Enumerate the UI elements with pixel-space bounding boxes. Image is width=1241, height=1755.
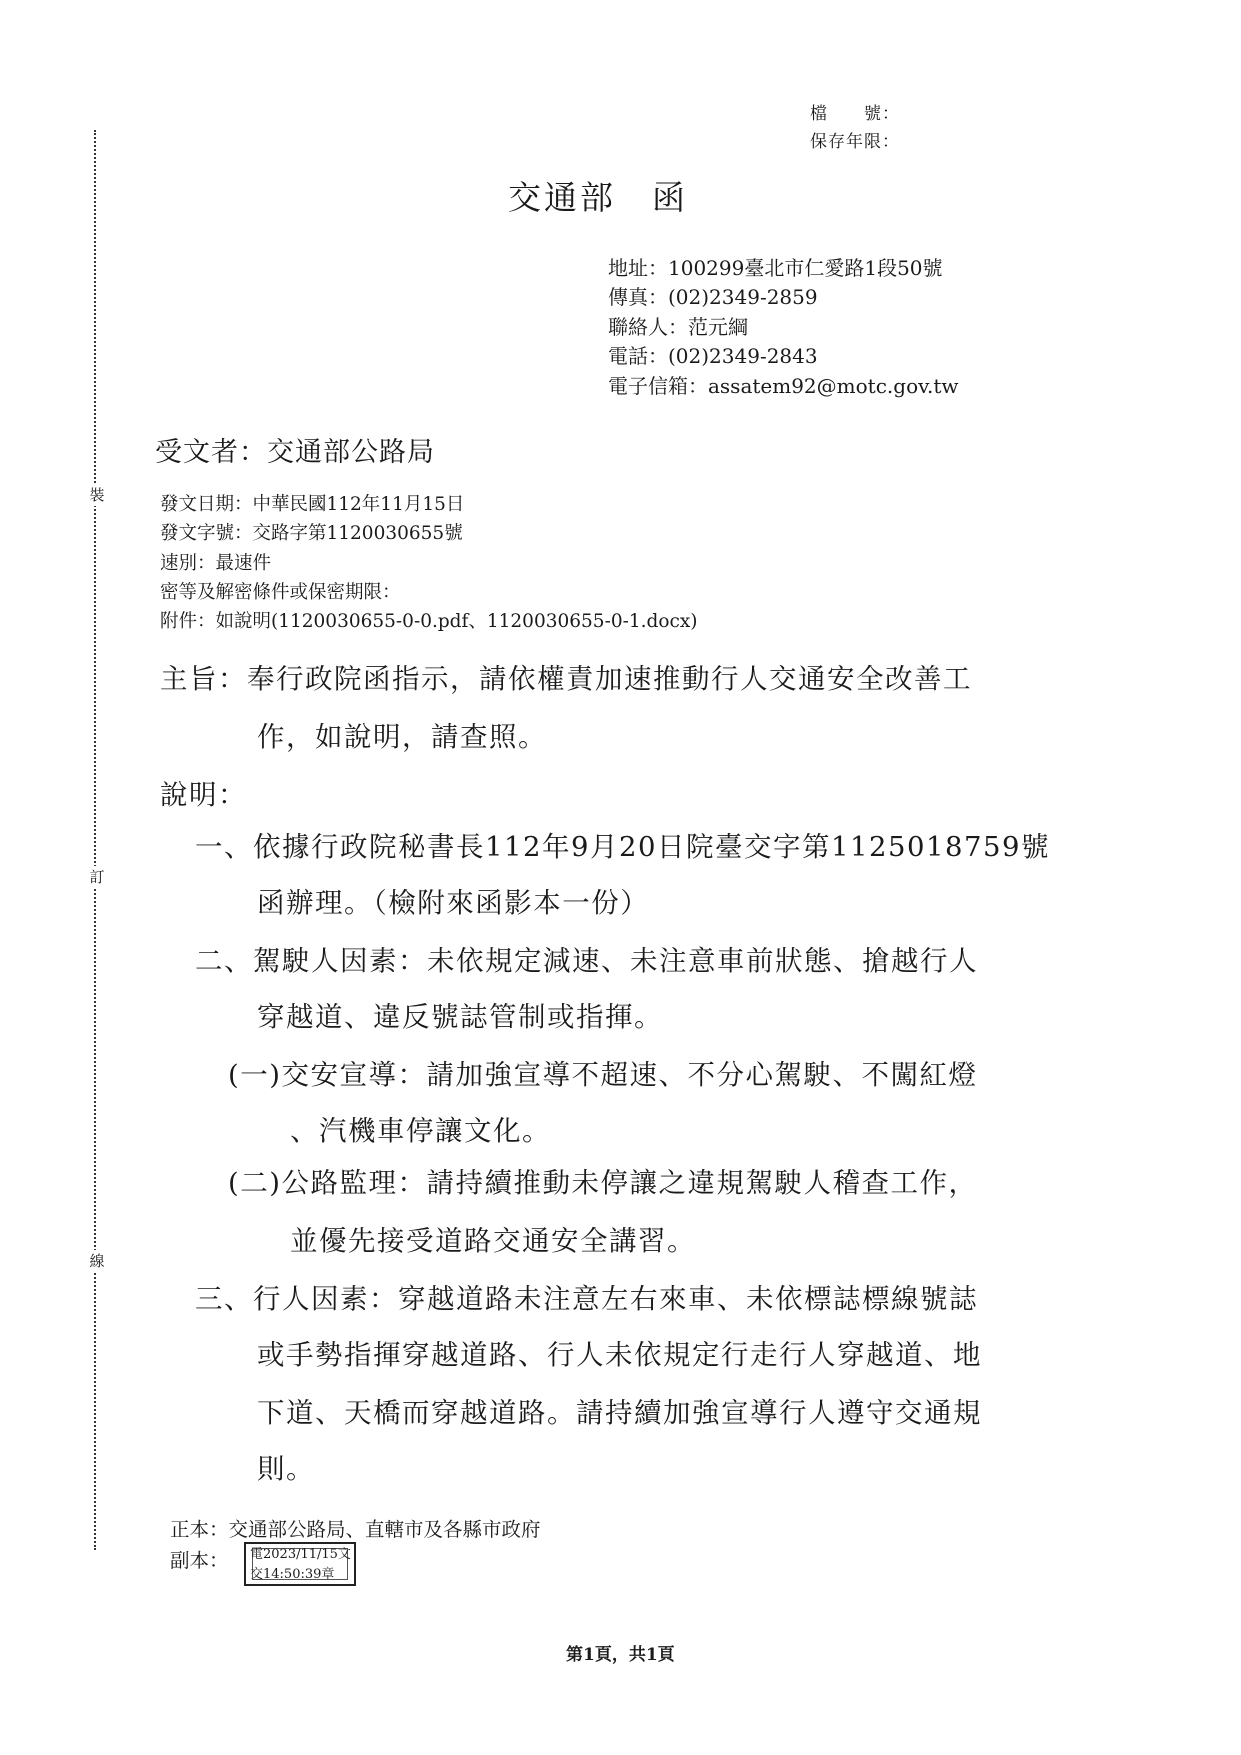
explanation-sub-1-line-1: (一)交安宣導：請加強宣導不超速、不分心駕駛、不闖紅燈 <box>228 1059 978 1091</box>
electronic-seal-stamp <box>244 1542 356 1586</box>
sender-fax: 傳真：(02)2349-2859 <box>608 285 818 309</box>
subject-line-2: 作，如說明，請查照。 <box>257 721 547 753</box>
explanation-sub-2-line-1: (二)公路監理：請持續推動未停讓之違規駕駛人稽查工作， <box>228 1167 978 1199</box>
issue-date: 發文日期：中華民國112年11月15日 <box>160 494 465 515</box>
binding-mark-zhuang: 裝 <box>86 484 108 506</box>
explanation-sub-1-line-2: 、汽機車停讓文化。 <box>290 1115 551 1147</box>
explanation-item-2-line-2: 穿越道、違反號誌管制或指揮。 <box>257 1001 663 1033</box>
explanation-item-1-line-2: 函辦理。（檢附來函影本一份） <box>257 887 650 919</box>
file-no-label: 檔 號： <box>810 104 900 124</box>
sender-address: 地址：100299臺北市仁愛路1段50號 <box>608 256 943 280</box>
explanation-sub-2-line-2: 並優先接受道路交通安全講習。 <box>290 1225 696 1257</box>
stamp-line-1: 電2023/11/15文 <box>250 1547 351 1562</box>
distribution-main: 正本：交通部公路局、直轄市及各縣市政府 <box>170 1518 541 1541</box>
explanation-item-3-line-1: 三、行人因素：穿越道路未注意左右來車、未依標誌標線號誌 <box>195 1283 978 1315</box>
sender-phone: 電話：(02)2349-2843 <box>608 344 818 368</box>
recipient: 受文者：交通部公路局 <box>155 437 435 468</box>
subject-line-1: 主旨：奉行政院函指示，請依權責加速推動行人交通安全改善工 <box>160 663 972 695</box>
explanation-item-3-line-4: 則。 <box>257 1453 315 1485</box>
stamp-line-2: 交14:50:39章 <box>250 1567 335 1582</box>
distribution-copy: 副本： <box>170 1549 229 1572</box>
explanation-item-2-line-1: 二、駕駛人因素：未依規定減速、未注意車前狀態、搶越行人 <box>195 945 978 977</box>
binding-mark-xian: 線 <box>86 1250 108 1272</box>
security-level: 密等及解密條件或保密期限： <box>160 582 401 603</box>
binding-mark-ding: 訂 <box>86 866 108 888</box>
explanation-item-3-line-2: 或手勢指揮穿越道路、行人未依規定行走行人穿越道、地 <box>257 1339 982 1371</box>
sender-contact-person: 聯絡人：范元綱 <box>608 315 748 339</box>
document-number: 發文字號：交路字第1120030655號 <box>160 523 463 544</box>
explanation-item-3-line-3: 下道、天橋而穿越道路。請持續加強宣導行人遵守交通規 <box>257 1397 982 1429</box>
attachments: 附件：如說明(1120030655-0-0.pdf、1120030655-0-1.docx) <box>160 611 698 632</box>
sender-email: 電子信箱：assatem92@motc.gov.tw <box>608 374 959 398</box>
speed-class: 速別：最速件 <box>160 553 272 574</box>
explanation-item-1-line-1: 一、依據行政院秘書長112年9月20日院臺交字第1125018759號 <box>195 831 1050 863</box>
page-number: 第1頁，共1頁 <box>566 1645 675 1665</box>
retention-label: 保存年限： <box>810 132 900 152</box>
explanation-heading: 說明： <box>160 779 247 811</box>
document-title: 交通部 函 <box>508 178 688 217</box>
binding-line <box>94 130 96 1550</box>
